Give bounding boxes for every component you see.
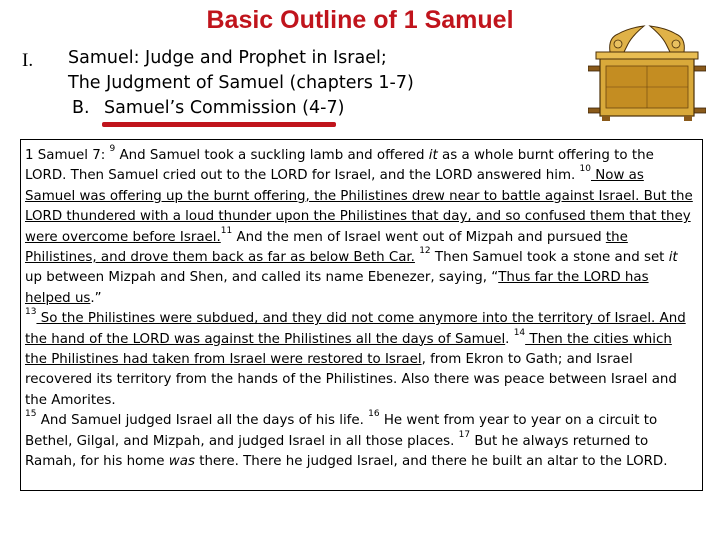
outline-subpoint xyxy=(68,96,414,121)
accent-underline-bar xyxy=(102,122,336,127)
verse-text-italic: it xyxy=(428,148,438,163)
outline-heading-line1: Samuel: Judge and Prophet in Israel; xyxy=(68,48,387,68)
passage-reference: 1 Samuel 7: xyxy=(25,148,106,163)
outline-block xyxy=(68,46,414,121)
verse-text-underlined: Thus far the LORD has helped us xyxy=(25,270,649,306)
verse-text-underlined: So the Philistines were subdued, and they did not come anymore into the territory of Israel. And the hand of the LORD was against the Philistines all the days of Samuel xyxy=(25,311,686,347)
verse-text: But he always returned to Ramah, for his home xyxy=(25,433,649,470)
verse-text: , from Ekron to Gath; and Israel recovered its territory from the hands of the Philistines. Also there was peace between Israel and the Amorites. xyxy=(25,352,677,408)
verse-text: .” xyxy=(90,290,102,306)
verse-text: . xyxy=(505,331,514,347)
verse-text-underlined: the Philistines, and drove them back as far as below Beth Car. xyxy=(25,229,628,266)
verse-text: Then Samuel took a stone and set xyxy=(430,250,669,266)
verse-number: 14 xyxy=(513,327,526,338)
scripture-passage xyxy=(20,139,703,491)
verse-text-italic: was xyxy=(168,454,195,470)
verse-text: there. There he judged Israel, and there he built an altar to the LORD. xyxy=(194,454,668,470)
verse-number: 9 xyxy=(109,144,116,154)
verse-text-underlined: Then the cities which the Philistines had taken from Israel were restored to Israel xyxy=(25,331,672,368)
verse-number: 16 xyxy=(368,409,380,420)
verse-text-underlined: Now as Samuel was offering up the burnt offering, the Philistines drew near to battle against Israel. But the LORD thundered with a loud thunder upon the Philistines that day, and so confused them that they were overcome before Israel. xyxy=(25,168,693,245)
verse-text: He went from year to year on a circuit to Bethel, Gilgal, and Mizpah, and judged Israel in all those places. xyxy=(25,413,658,449)
verse-text: And Samuel judged Israel all the days of his life. xyxy=(36,413,369,429)
verse-number: 12 xyxy=(419,246,431,257)
ark-of-the-covenant-image xyxy=(588,22,706,122)
subpoint-letter: B. xyxy=(72,98,90,118)
verse-number: 17 xyxy=(458,429,471,440)
verse-number: 10 xyxy=(579,164,591,175)
verse-text-italic: it xyxy=(668,250,678,266)
verse-number: 11 xyxy=(220,225,233,236)
verse-text: And Samuel took a suckling lamb and offered xyxy=(115,148,429,163)
slide-title: Basic Outline of 1 Samuel xyxy=(206,6,514,34)
verse-text: as a whole burnt offering to the LORD. Then Samuel cried out to the LORD for Israel, and the LORD answered him. xyxy=(25,148,654,184)
verse-text: up between Mizpah and Shen, and called its name Ebenezer, saying, “ xyxy=(25,270,499,286)
verse-text: And the men of Israel went out of Mizpah and pursued xyxy=(232,229,606,245)
outline-numeral: I. xyxy=(22,50,34,71)
outline-heading-line2: The Judgment of Samuel (chapters 1-7) xyxy=(68,73,414,93)
verse-number: 13 xyxy=(25,307,37,318)
subpoint-text: Samuel’s Commission (4-7) xyxy=(104,98,345,118)
verse-number: 15 xyxy=(25,409,37,420)
